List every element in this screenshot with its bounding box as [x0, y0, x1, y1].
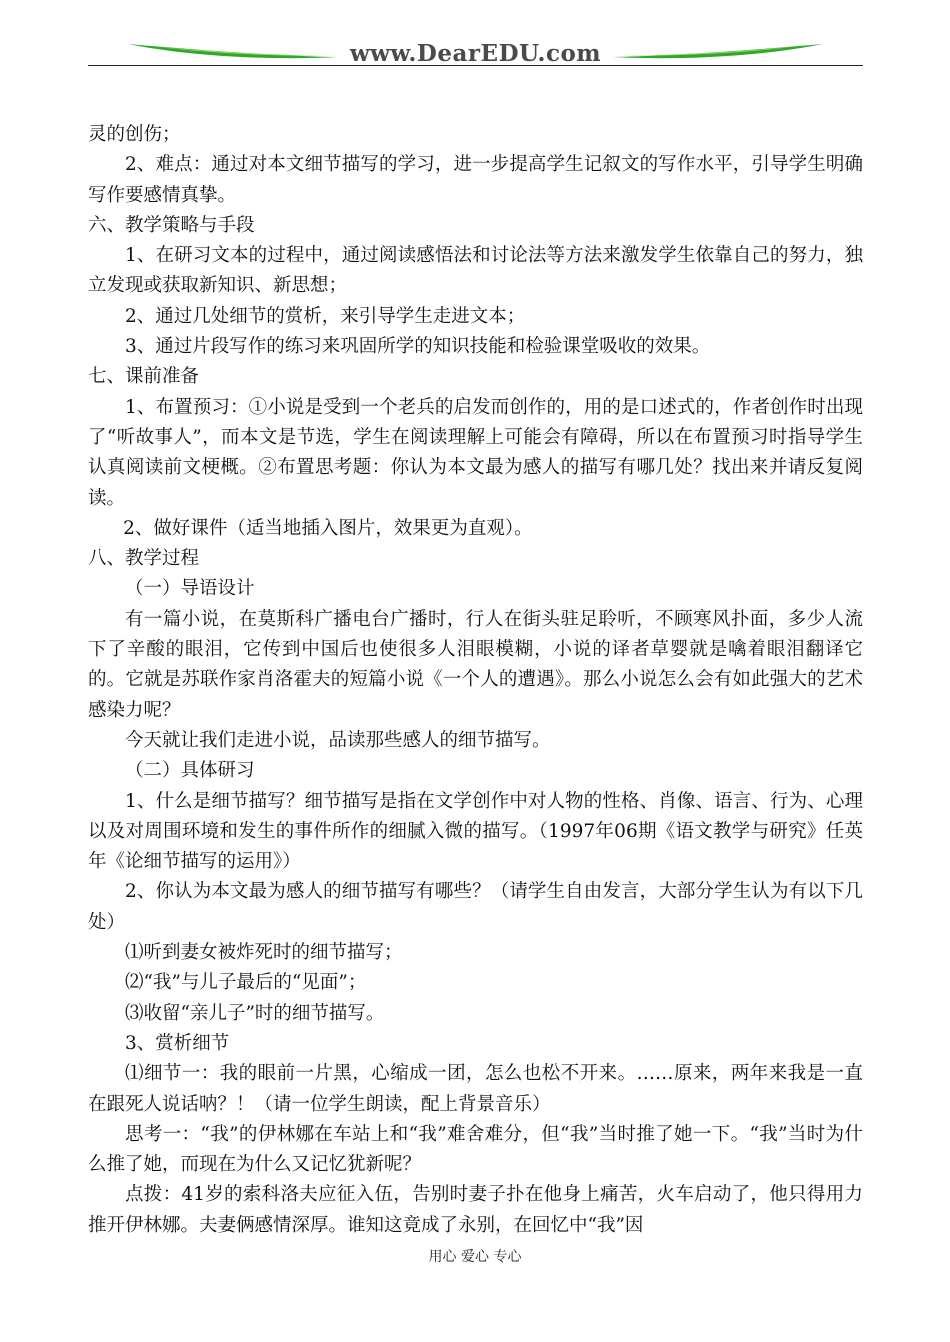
paragraph: 3、赏析细节 — [125, 1032, 230, 1054]
section-heading: 六、教学策略与手段 — [88, 214, 255, 236]
paragraph: 灵的创伤； — [88, 124, 181, 145]
paragraph: 2、通过几处细节的赏析，来引导学生走进文本； — [125, 305, 526, 327]
paragraph: 2、难点：通过对本文细节描写的学习，进一步提高学生记叙文的写作水平，引导学生明确写作要感情真挚。 — [88, 154, 863, 206]
paragraph: 3、通过片段写作的练习来巩固所学的知识技能和检验课堂吸收的效果。 — [125, 336, 711, 358]
subsection-heading: （二）具体研习 — [125, 760, 255, 782]
paragraph: 有一篇小说，在莫斯科广播电台广播时，行人在街头驻足聆听，不顾寒风扑面，多少人流下了辛酸的眼泪，它传到中国后也使很多人泪眼模糊，小说的译者草婴就是噙着眼泪翻译它的。它就是苏联作家肖洛霍夫的短篇小说《一个人的遭遇》。那么小说怎么会有如此强大的艺术感染力呢？ — [88, 608, 863, 721]
paragraph: 2、做好课件（适当地插入图片，效果更为直观）。 — [123, 517, 533, 539]
section-heading: 七、课前准备 — [88, 366, 200, 388]
paragraph: 1、在研习文本的过程中，通过阅读感悟法和讨论法等方法来激发学生依靠自己的努力，独立发现或获取新知识、新思想； — [88, 245, 863, 297]
paragraph: 1、什么是细节描写？细节描写是指在文学创作中对人物的性格、肖像、语言、行为、心理以及对周围环境和发生的事件所作的细腻入微的描写。（1997年06期《语文教学与研究》任英年《论细节描写的运用》） — [88, 790, 863, 873]
paragraph: 今天就让我们走进小说，品读那些感人的细节描写。 — [125, 729, 551, 751]
site-logo-text: www.DearEDU.com — [349, 40, 602, 67]
subsection-heading: （一）导语设计 — [125, 578, 255, 600]
paragraph: 1、布置预习：①小说是受到一个老兵的启发而创作的，用的是口述式的，作者创作时出现了“听故事人”，而本文是节选，学生在阅读理解上可能会有障碍，所以在布置预习时指导学生认真阅读前文梗概。②布置思考题：你认为本文最为感人的描写有哪几处？找出来并请反复阅读。 — [88, 396, 863, 509]
paragraph: 思考一：“我”的伊林娜在车站上和“我”难舍难分，但“我”当时推了她一下。“我”当时为什么推了她，而现在为什么又记忆犹新呢？ — [88, 1123, 863, 1176]
list-item: ⑶收留“亲儿子”时的细节描写。 — [125, 1002, 385, 1024]
list-item: ⑵“我”与儿子最后的“见面”； — [125, 972, 367, 994]
paragraph: ⑴细节一：我的眼前一片黑，心缩成一团，怎么也松不开来。……原来，两年来我是一直在跟死人说话呐？！（请一位学生朗读，配上背景音乐） — [88, 1063, 863, 1115]
paragraph: 2、你认为本文最为感人的细节描写有哪些？（请学生自由发言，大部分学生认为有以下几处） — [88, 881, 863, 933]
header-rule — [88, 65, 863, 66]
section-heading: 八、教学过程 — [88, 548, 200, 570]
list-item: ⑴听到妻女被炸死时的细节描写； — [125, 942, 403, 964]
document-body — [88, 120, 863, 1241]
paragraph: 点拨：41岁的索科洛夫应征入伍，告别时妻子扑在他身上痛苦，火车启动了，他只得用力推开伊林娜。夫妻俩感情深厚。谁知这竟成了永别，在回忆中“我”因 — [88, 1184, 863, 1236]
page-footer: 用心 爱心 专心 — [428, 1249, 522, 1265]
